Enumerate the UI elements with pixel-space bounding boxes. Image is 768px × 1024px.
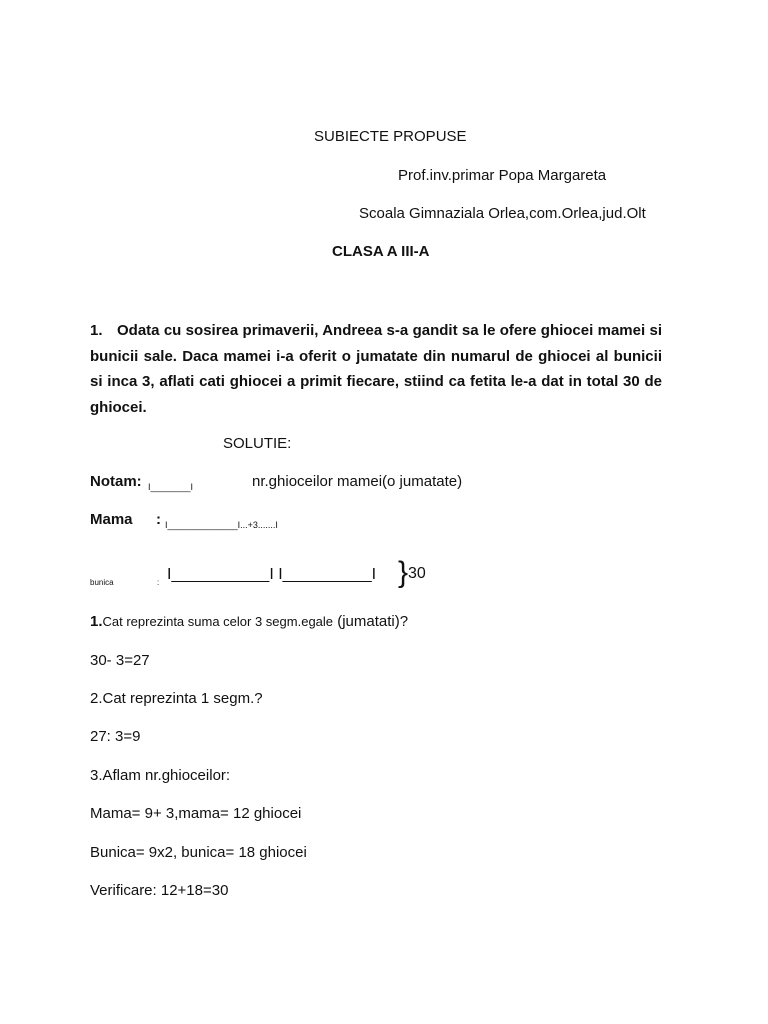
page-title: SUBIECTE PROPUSE — [314, 128, 467, 145]
problem-text: Odata cu sosirea primaverii, Andreea s-a gandit sa le ofere ghiocei mamei si bunicii sale. Daca mamei i-a oferit o jumatate din numarul de ghiocei al bunicii si inca 3, aflati cati ghiocei a primit fiecare, stiind ca fetita le-a dat in total 30 de ghiocei. — [90, 322, 662, 416]
brace-icon: } — [398, 556, 409, 589]
question-1-paren: (jumatati)? — [337, 613, 409, 630]
question-2: 2.Cat reprezinta 1 segm.? — [90, 690, 263, 707]
solution-heading: SOLUTIE: — [223, 435, 292, 452]
class-heading: CLASA A III-A — [332, 243, 430, 260]
bunica-label: bunica — [90, 578, 114, 587]
bunica-result: Bunica= 9x2, bunica= 18 ghiocei — [90, 844, 307, 861]
notam-segment: I________I — [148, 482, 194, 492]
mama-label: Mama — [90, 511, 133, 528]
question-1-number: 1. — [90, 613, 103, 630]
bunica-segment: I___________I I__________I — [167, 566, 377, 583]
verification: Verificare: 12+18=30 — [90, 882, 229, 899]
school-line: Scoala Gimnaziala Orlea,com.Orlea,jud.Olt — [359, 205, 646, 222]
mama-colon: : — [156, 511, 161, 528]
author-line: Prof.inv.primar Popa Margareta — [398, 167, 607, 184]
mama-segment: I______________I...+3.......I — [165, 520, 278, 530]
calc-2: 27: 3=9 — [90, 728, 141, 745]
notam-description: nr.ghioceilor mamei(o jumatate) — [252, 473, 463, 490]
brace-total — [398, 558, 426, 588]
question-1 — [90, 613, 408, 631]
bunica-colon: : — [157, 578, 160, 587]
problem-number: 1. — [90, 322, 103, 339]
question-3: 3.Aflam nr.ghioceilor: — [90, 767, 231, 784]
total-value: 30 — [408, 565, 426, 582]
calc-1: 30- 3=27 — [90, 652, 150, 669]
question-1-text: Cat reprezinta suma celor 3 segm.egale — [102, 614, 334, 629]
notam-label: Notam: — [90, 473, 142, 490]
mama-result: Mama= 9+ 3,mama= 12 ghiocei — [90, 805, 302, 822]
problem-statement — [90, 318, 662, 420]
